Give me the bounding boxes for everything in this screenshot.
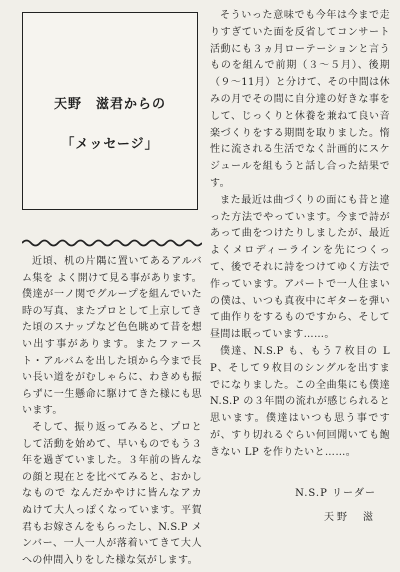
right-paragraph-1: そういった意味でも今年は今まで走りすぎていた面を反省してコンサート活動にも３ヵ月ローテーションと言うものを組んで前期（３〜５月）、後期（９〜11月）と分けて、その中間は休みの月でその間に自分達の好きな事をして、じっくりと休養を兼ねて良い音楽づくりをする期間を取りました。惰性に流される生活でなく計画的にスケジュールを組もうと話し合った結果です。 bbox=[210, 10, 390, 189]
signature-name: 天野 滋 bbox=[324, 512, 376, 523]
left-body-text bbox=[22, 254, 202, 569]
right-column bbox=[210, 0, 390, 572]
wavy-divider bbox=[22, 238, 202, 248]
title-line-2: 「メッセージ」 bbox=[61, 137, 159, 152]
signature-role: N.S.P リーダー bbox=[295, 488, 376, 499]
left-paragraph-1: 近頃、机の片隅に置いてあるアルバム集を よく開けて見る事があります。僕達が一ノ関でグループを組んでいた時の写真、またプロとして上京してきた頃のスナップなど色色眺めて昔を想い出す事があります。またファースト・アルバムを出した頃から今まで長い長い道をがむしゃらに、わきめも振らずに一生懸命に駆けてきた様にも思います。 bbox=[22, 256, 202, 417]
title-line-1: 天野 滋君からの bbox=[53, 97, 166, 112]
left-column bbox=[22, 12, 202, 566]
right-body-text bbox=[210, 8, 390, 462]
left-paragraph-2: そして、振り返ってみると、プロとして活動を始めて、早いものでもう３年を過ぎていました。３年前の皆んなの顔と現在とを比べてみると、おかしなもので なんだかやけに皆んなアカぬけて大人っぽくなっています。平賀君もお嫁さんをもらったし、N.S.P メンバー、一人一人が落着いてきて大人への仲間入りをした様な気がします。 bbox=[22, 421, 202, 566]
right-paragraph-2: また最近は曲づくりの面にも昔と違った方法でやっています。今まで詩があって曲をつけたりしましたが、最近よくメロディーラインを先につくって、後でそれに詩をつけてゆく方法で作っています。アパートで一人住まいの僕は、いつも真夜中にギターを弾いて曲作りをするものですから、そして昼間は眠っています……。 bbox=[210, 194, 390, 341]
right-paragraph-3: 僕達、N.S.P も、もう７枚目の LP、そして９枚目のシングルを出すまでになりました。この全曲集にも僕達N.S.P の３年間の流れが感じられると思います。僕達はいつも思う事ですが、すり切れるぐらい何回聞いても飽きない LP を作りたいと……。 bbox=[210, 345, 390, 458]
title-box bbox=[22, 12, 198, 210]
